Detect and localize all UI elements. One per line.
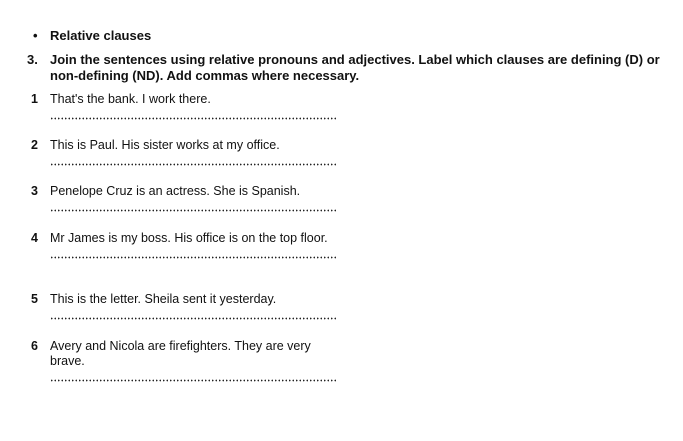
exercise-item-4 xyxy=(31,231,351,260)
item-number: 4 xyxy=(31,231,38,245)
exercise-number: 3. xyxy=(27,52,38,67)
item-prompt: That's the bank. I work there. xyxy=(50,92,211,106)
section-title: Relative clauses xyxy=(50,28,152,43)
answer-line[interactable] xyxy=(50,111,337,121)
item-number: 3 xyxy=(31,184,38,198)
item-prompt: This is Paul. His sister works at my office. xyxy=(50,138,280,152)
answer-line[interactable] xyxy=(50,373,337,383)
exercise-item-6 xyxy=(31,339,351,383)
item-number: 2 xyxy=(31,138,38,152)
item-prompt: Mr James is my boss. His office is on the top floor. xyxy=(50,231,328,245)
answer-line[interactable] xyxy=(50,157,337,167)
answer-line[interactable] xyxy=(50,203,337,213)
item-prompt: This is the letter. Sheila sent it yesterday. xyxy=(50,292,277,306)
instruction-text: Join the sentences using relative pronouns and adjectives. Label which clauses are defining (D) or non-defining (ND). Add commas where necessary. xyxy=(50,52,660,83)
answer-line[interactable] xyxy=(50,250,337,260)
item-prompt: Avery and Nicola are firefighters. They are very brave. xyxy=(50,339,311,368)
exercise-item-2 xyxy=(31,138,351,167)
bullet-icon: • xyxy=(33,28,38,43)
exercise-item-1 xyxy=(31,92,351,121)
answer-line[interactable] xyxy=(50,311,337,321)
item-prompt: Penelope Cruz is an actress. She is Spanish. xyxy=(50,184,301,198)
exercise-item-3 xyxy=(31,184,351,213)
section-heading xyxy=(33,28,151,43)
item-number: 1 xyxy=(31,92,38,106)
exercise-item-5 xyxy=(31,292,351,321)
exercise-instruction xyxy=(27,52,677,83)
item-number: 5 xyxy=(31,292,38,306)
item-number: 6 xyxy=(31,339,38,353)
